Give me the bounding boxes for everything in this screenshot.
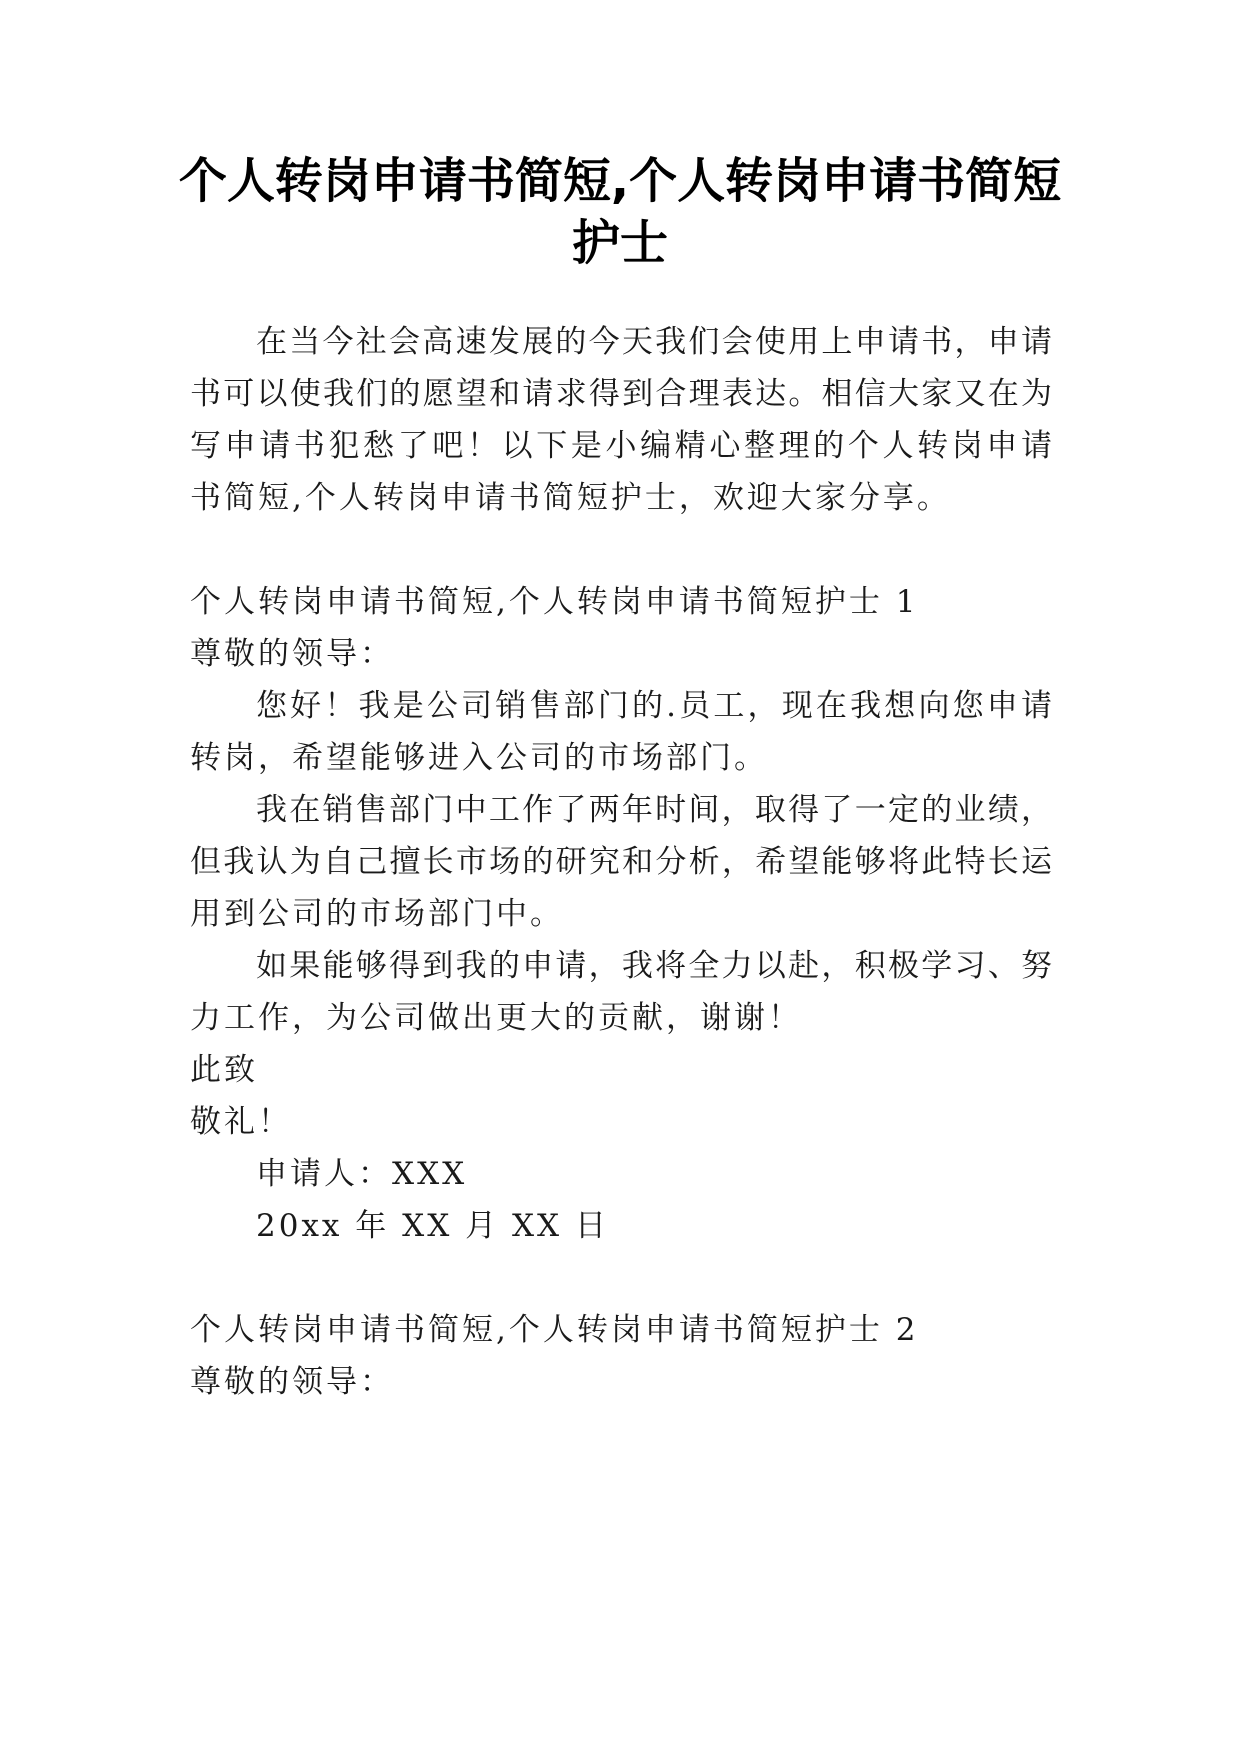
section1-body-line-3: 我在销售部门中工作了两年时间，取得了一定的业绩， (256, 792, 1052, 828)
section1-body-line-2: 转岗，希望能够进入公司的市场部门。 (190, 740, 768, 776)
section1-closing-2: 敬礼！ (190, 1104, 292, 1140)
section1-closing-1: 此致 (190, 1052, 258, 1088)
section1-body-line-1: 您好！我是公司销售部门的.员工，现在我想向您申请 (256, 688, 1052, 724)
section1-date: 20xx 年 XX 月 XX 日 (256, 1208, 609, 1244)
intro-line-4: 书简短,个人转岗申请书简短护士，欢迎大家分享。 (190, 480, 951, 516)
section2-heading: 个人转岗申请书简短,个人转岗申请书简短护士 2 (190, 1312, 919, 1348)
section1-body-line-6: 如果能够得到我的申请，我将全力以赴，积极学习、努 (256, 948, 1052, 984)
section2-salutation: 尊敬的领导： (190, 1364, 394, 1400)
section1-body-line-7: 力工作，为公司做出更大的贡献，谢谢！ (190, 1000, 802, 1036)
section1-body-line-5: 用到公司的市场部门中。 (190, 896, 564, 932)
document-title (160, 150, 1080, 274)
title-line-1: 个人转岗申请书简短,个人转岗申请书简短 (178, 153, 1062, 209)
intro-line-2: 书可以使我们的愿望和请求得到合理表达。相信大家又在为 (190, 376, 1052, 412)
title-line-2: 护士 (571, 215, 668, 271)
section1-heading: 个人转岗申请书简短,个人转岗申请书简短护士 1 (190, 584, 919, 620)
section1-salutation: 尊敬的领导： (190, 636, 394, 672)
section1-applicant: 申请人：XXX (256, 1156, 468, 1192)
intro-line-1: 在当今社会高速发展的今天我们会使用上申请书，申请 (256, 324, 1052, 360)
intro-line-3: 写申请书犯愁了吧！以下是小编精心整理的个人转岗申请 (190, 428, 1052, 464)
section1-body-line-4: 但我认为自己擅长市场的研究和分析，希望能够将此特长运 (190, 844, 1052, 880)
